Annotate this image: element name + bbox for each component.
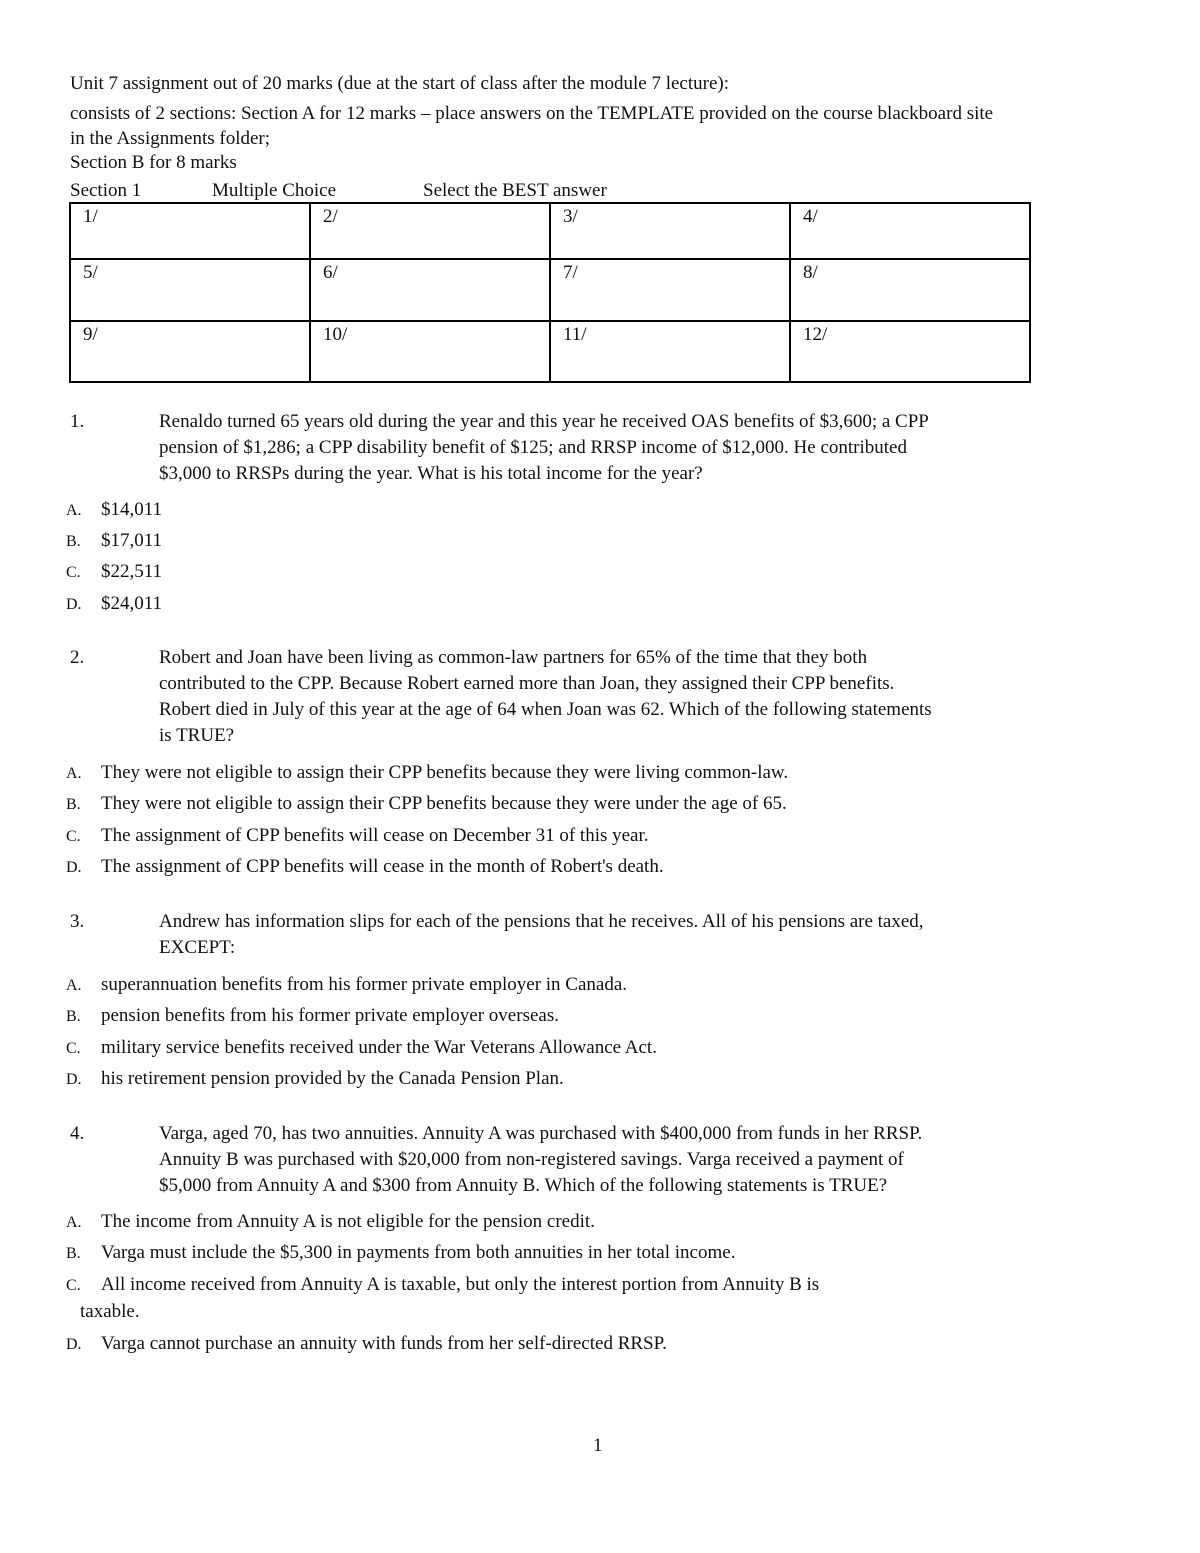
answer-cell-3: 3/ [550, 203, 790, 259]
answer-row [70, 321, 1030, 382]
option-text: $17,011 [101, 530, 163, 551]
option-text: The income from Annuity A is not eligible for the pension credit. [101, 1211, 595, 1232]
answer-cell-1: 1/ [70, 203, 310, 259]
option-text: military service benefits received under the War Veterans Allowance Act. [101, 1037, 657, 1058]
option-letter: B. [66, 1245, 81, 1262]
question-2-line: Robert and Joan have been living as common-law partners for 65% of the time that they both [159, 647, 868, 668]
question-2-line: contributed to the CPP. Because Robert earned more than Joan, they assigned their CPP benefits. [159, 673, 895, 694]
answer-cell-4: 4/ [790, 203, 1030, 259]
question-4-option-d [66, 1331, 966, 1358]
question-4-line: Varga, aged 70, has two annuities. Annuity A was purchased with $400,000 from funds in her RRSP. [159, 1123, 923, 1144]
option-letter: D. [66, 1071, 82, 1088]
answer-cell-5: 5/ [70, 259, 310, 321]
question-3-line: Andrew has information slips for each of the pensions that he receives. All of his pensions are taxed, [159, 911, 924, 932]
question-3-option-c [66, 1035, 966, 1062]
answer-row [70, 259, 1030, 321]
question-3-option-a [66, 972, 966, 999]
question-1-option-c [66, 559, 966, 586]
option-text: superannuation benefits from his former private employer in Canada. [101, 974, 628, 995]
option-letter: A. [66, 1214, 82, 1231]
option-letter: A. [66, 765, 82, 782]
page-number: 1 [593, 1435, 603, 1456]
section-type: Multiple Choice [212, 180, 337, 201]
answer-cell-12: 12/ [790, 321, 1030, 382]
option-text: pension benefits from his former private employer overseas. [101, 1005, 559, 1026]
option-text: They were not eligible to assign their CPP benefits because they were under the age of 65. [101, 793, 787, 814]
section-b-description: Section B for 8 marks [70, 152, 237, 173]
option-text: his retirement pension provided by the Canada Pension Plan. [101, 1068, 564, 1089]
question-2-option-b [66, 791, 966, 818]
question-2-line: is TRUE? [159, 725, 235, 746]
option-letter: D. [66, 596, 82, 613]
question-3-option-b [66, 1003, 966, 1030]
question-4-line: $5,000 from Annuity A and $300 from Annuity B. Which of the following statements is TRUE? [159, 1175, 888, 1196]
option-text-continued: taxable. [80, 1301, 140, 1322]
option-letter: C. [66, 1277, 81, 1294]
question-4-number: 4. [70, 1123, 85, 1144]
answer-cell-11: 11/ [550, 321, 790, 382]
option-letter: D. [66, 859, 82, 876]
question-1-line: Renaldo turned 65 years old during the year and this year he received OAS benefits of $3,600; a CPP [159, 411, 929, 432]
option-letter: A. [66, 977, 82, 994]
option-text: $22,511 [101, 561, 163, 582]
sections-description-cont: in the Assignments folder; [70, 128, 271, 149]
option-text: Varga cannot purchase an annuity with funds from her self-directed RRSP. [101, 1333, 667, 1354]
option-letter: C. [66, 828, 81, 845]
question-2-option-a [66, 760, 966, 787]
question-1-text [159, 409, 1049, 487]
answer-row [70, 203, 1030, 259]
option-letter: B. [66, 533, 81, 550]
answer-cell-6: 6/ [310, 259, 550, 321]
option-text: The assignment of CPP benefits will cease on December 31 of this year. [101, 825, 649, 846]
assignment-title: Unit 7 assignment out of 20 marks (due at the start of class after the module 7 lecture): [70, 73, 730, 94]
question-3-line: EXCEPT: [159, 937, 236, 958]
question-3-number: 3. [70, 911, 85, 932]
question-3-text [159, 909, 1049, 961]
sections-description: consists of 2 sections: Section A for 12 marks – place answers on the TEMPLATE provided on the course blackboard site [70, 103, 994, 124]
question-1-number: 1. [70, 411, 85, 432]
question-2-option-c [66, 823, 966, 850]
option-letter: C. [66, 1040, 81, 1057]
question-1-line: pension of $1,286; a CPP disability benefit of $125; and RRSP income of $12,000. He contributed [159, 437, 907, 458]
section-instruction: Select the BEST answer [423, 180, 607, 201]
answer-cell-10: 10/ [310, 321, 550, 382]
option-letter: A. [66, 502, 82, 519]
option-text: $14,011 [101, 499, 163, 520]
question-4-option-b [66, 1240, 966, 1267]
question-1-option-b [66, 528, 966, 555]
question-1-line: $3,000 to RRSPs during the year. What is his total income for the year? [159, 463, 703, 484]
option-text: $24,011 [101, 593, 163, 614]
question-2-option-d [66, 854, 966, 881]
option-letter: D. [66, 1336, 82, 1353]
option-letter: C. [66, 564, 81, 581]
question-1-option-d [66, 591, 966, 618]
question-4-option-c [66, 1272, 966, 1325]
question-1-option-a [66, 497, 966, 524]
question-4-text [159, 1121, 1049, 1199]
question-3-option-d [66, 1066, 966, 1093]
option-text: They were not eligible to assign their CPP benefits because they were living common-law. [101, 762, 789, 783]
option-text: All income received from Annuity A is taxable, but only the interest portion from Annuity B is [101, 1274, 820, 1295]
question-4-line: Annuity B was purchased with $20,000 from non-registered savings. Varga received a payment of [159, 1149, 904, 1170]
option-text: Varga must include the $5,300 in payments from both annuities in her total income. [101, 1242, 736, 1263]
option-letter: B. [66, 796, 81, 813]
answer-cell-7: 7/ [550, 259, 790, 321]
answer-template-table [69, 202, 1031, 383]
answer-cell-2: 2/ [310, 203, 550, 259]
question-2-number: 2. [70, 647, 85, 668]
option-text: The assignment of CPP benefits will cease in the month of Robert's death. [101, 856, 664, 877]
question-2-line: Robert died in July of this year at the age of 64 when Joan was 62. Which of the following statements [159, 699, 932, 720]
answer-cell-8: 8/ [790, 259, 1030, 321]
option-letter: B. [66, 1008, 81, 1025]
question-2-text [159, 645, 1049, 749]
answer-cell-9: 9/ [70, 321, 310, 382]
section-label: Section 1 [70, 180, 142, 201]
question-4-option-a [66, 1209, 966, 1236]
